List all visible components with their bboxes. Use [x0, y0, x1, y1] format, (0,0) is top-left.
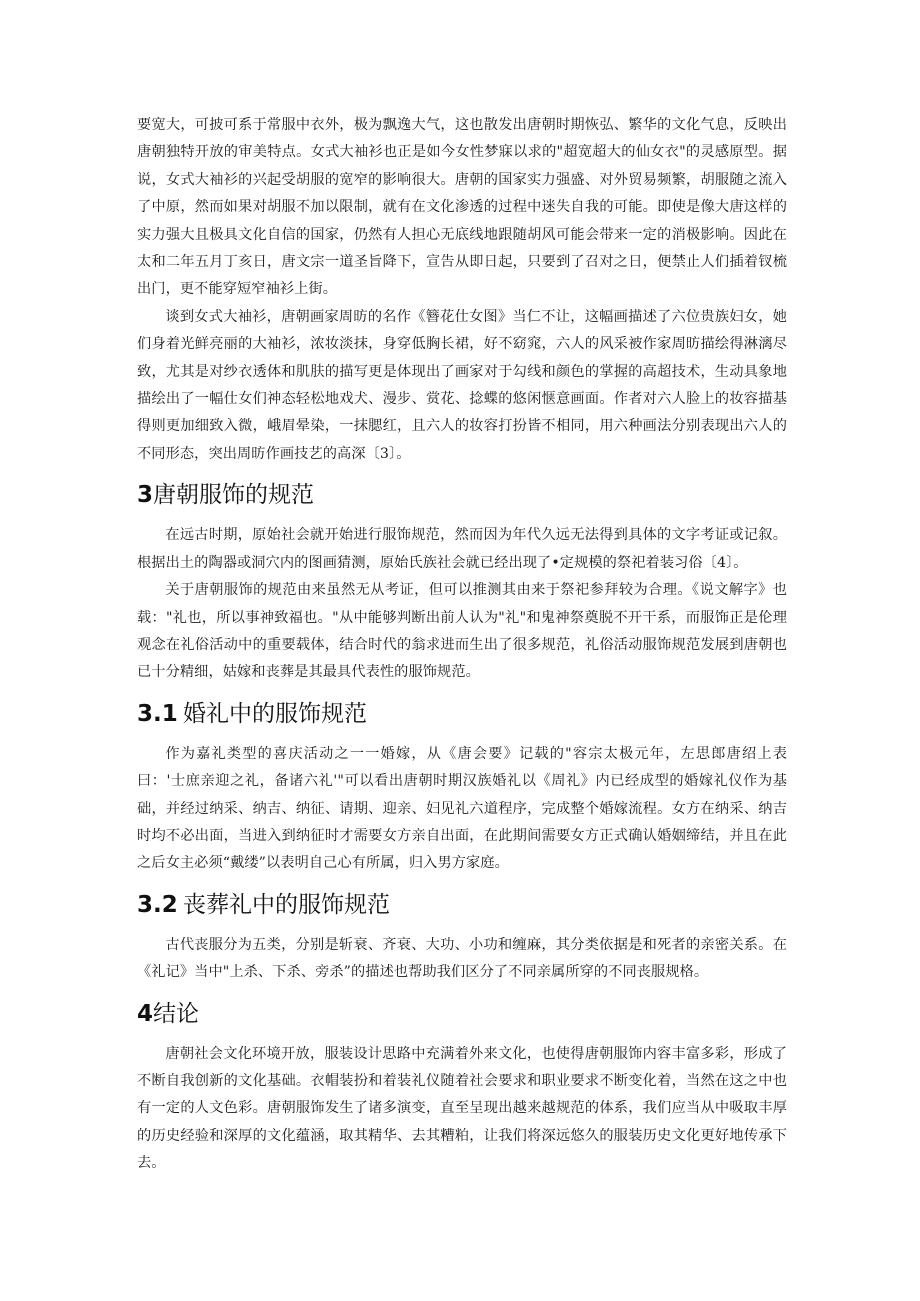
section-3-paragraph-1: 在远古时期，原始社会就开始进行服饰规范，然而因为年代久远无法得到具体的文字考证或记叙。根据出土的陶器或洞穴内的图画猜测，原始氏族社会就已经出现了•定规模的祭祀着装习俗〔4〕。: [137, 527, 787, 571]
section-3-1-title: 婚礼中的服饰规范: [183, 700, 367, 727]
section-3-number: 3: [137, 482, 154, 509]
section-3-1-paragraph-1: 作为嘉礼类型的喜庆活动之一一婚嫁，从《唐会要》记载的"容宗太极元年，左思郎唐绍上表曰：'士庶亲迎之礼，备诸六礼'"可以看出唐朝时期汉族婚礼以《周礼》内已经成型的婚嫁礼仪作为基础，并经过纳采、纳吉、纳征、请期、迎亲、妇见礼六道程序，完成整个婚嫁流程。女方在纳采、纳吉时均不必出面，当进入到纳征时才需要女方亲自出面，在此期间需要女方正式确认婚姻缔结，并且在此之后女主必须“戴缕”以表明自己心有所属，归入男方家庭。: [137, 745, 787, 872]
section-4-paragraph-1: 唐朝社会文化环境开放，服装设计思路中充满着外来文化，也使得唐朝服饰内容丰富多彩，形成了不断自我创新的文化基础。衣帽装扮和着装礼仪随着社会要求和职业要求不断变化着，当然在这之中也有一定的人文色彩。唐朝服饰发生了诸多演变，直至呈现出越来越规范的体系，我们应当从中吸取丰厚的历史经验和深厚的文化蕴涵，取其精华、去其糟粕，让我们将深远悠久的服装历史文化更好地传承下去。: [137, 1045, 787, 1172]
section-3-2-heading: [137, 888, 787, 922]
section-3-1-number: 3.1: [137, 700, 178, 727]
section-4-number: 4: [137, 1000, 154, 1027]
section-3-2-paragraph-1: 古代丧服分为五类，分别是斩衰、齐衰、大功、小功和缠麻，其分类依据是和死者的亲密关系。在《礼记》当中"上杀、下杀、旁杀”的描述也帮助我们区分了不同亲属所穿的不同丧服规格。: [137, 936, 787, 981]
intro-paragraph-2: 谈到女式大袖衫，唐朝画家周昉的名作《簪花仕女图》当仁不让，这幅画描述了六位贵族妇女，她们身着光鲜亮丽的大袖衫，浓妆淡抹，身穿低胸长裙，好不窈窕，六人的风采被作家周昉描绘得淋漓尽致，尤其是对纱衣透体和肌肤的描写更是体现出了画家对于勾线和颜色的掌握的高超技术，生动具象地描绘出了一幅仕女们神态轻松地戏犬、漫步、赏花、捻蝶的悠闲惬意画面。作者对六人脸上的妆容描基得则更加细致入微，峨眉晕染，一抹腮红，且六人的妆容打扮皆不相同，用六种画法分别表现出六人的不同形态，突出周昉作画技艺的高深〔3〕。: [137, 308, 787, 462]
intro-paragraph-1: 要宽大，可披可系于常服中衣外，极为飘逸大气，这也散发出唐朝时期恢弘、繁华的文化气息，反映出唐朝独特开放的审美特点。女式大袖衫也正是如今女性梦寐以求的"超宽超大的仙女衣"的灵感原型。据说，女式大袖衫的兴起受胡服的宽窄的影响很大。唐朝的国家实力强盛、对外贸易频繁，胡服随之流入了中原，然而如果对胡服不加以限制，就有在文化渗透的过程中迷失自我的可能。即使是像大唐这样的实力强大且极具文化自信的国家，仍然有人担心无底线地跟随胡风可能会带来一定的消极影响。因此在太和二年五月丁亥日，唐文宗一道圣旨降下，宣告从即日起，只要到了召对之日，便禁止人们插着钗梳出门，更不能穿短窄袖衫上街。: [137, 117, 787, 298]
section-3-2-title: 丧葬礼中的服饰规范: [183, 891, 390, 918]
section-3-2-number: 3.2: [137, 891, 178, 918]
section-3-heading: [137, 478, 787, 512]
section-3-paragraph-2: 关于唐朝服饰的规范由来虽然无从考证，但可以推测其由来于祭祀参拜较为合理。《说文解字》也载："礼也，所以事神致福也。"从中能够判断出前人认为"礼"和鬼神祭奠脱不开干系，而服饰正是伦理观念在礼俗活动中的重要载体，结合时代的翁求进而生出了很多规范，礼俗活动服饰规范发展到唐朝也已十分精细，姑嫁和丧葬是其最具代表性的服饰规范。: [137, 582, 787, 681]
section-4-heading: [137, 997, 787, 1031]
section-3-1-heading: [137, 697, 787, 731]
section-3-title: 唐朝服饰的规范: [153, 482, 315, 509]
page-body: [137, 112, 787, 1178]
section-4-title: 结论: [153, 1000, 200, 1027]
